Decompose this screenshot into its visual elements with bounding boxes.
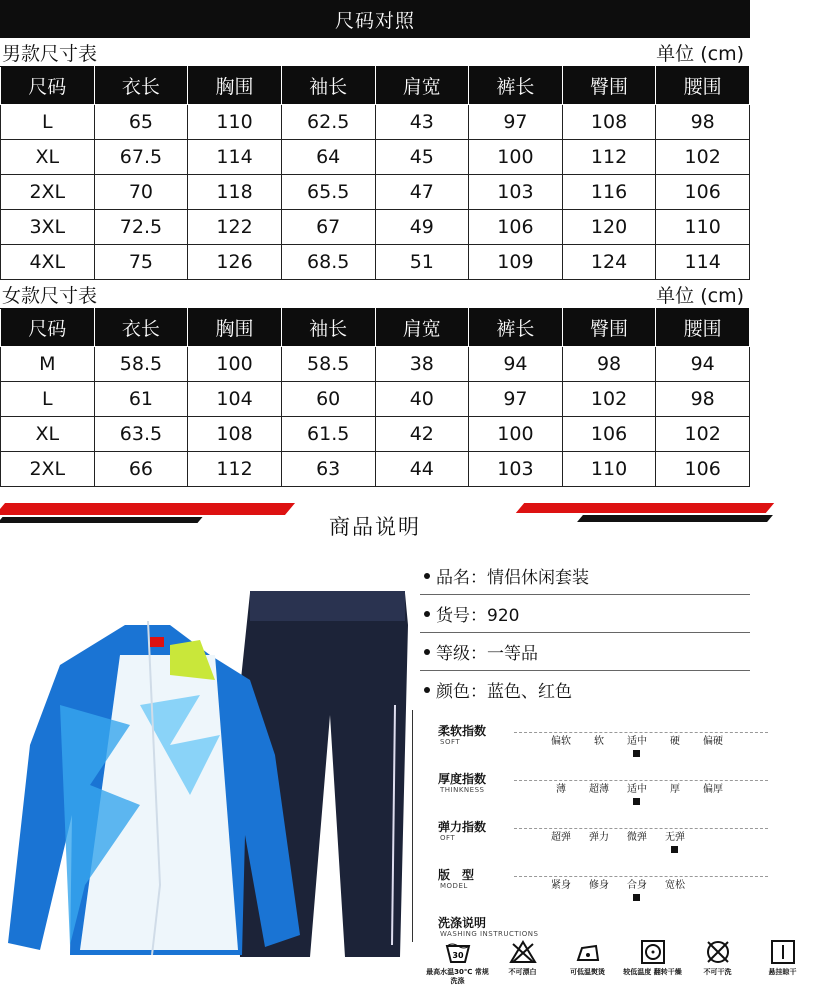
table-cell: 114 bbox=[188, 140, 282, 175]
hang-dry-icon bbox=[769, 938, 797, 966]
col-header: 尺码 bbox=[1, 309, 95, 347]
index-option: 偏厚 bbox=[703, 784, 723, 795]
table-cell: 44 bbox=[375, 452, 469, 487]
index-selected-marker bbox=[633, 750, 640, 757]
table-cell: 58.5 bbox=[94, 347, 188, 382]
table-cell: 68.5 bbox=[281, 245, 375, 280]
table-cell: 108 bbox=[562, 105, 656, 140]
table-cell: 40 bbox=[375, 382, 469, 417]
index-selected-marker bbox=[671, 846, 678, 853]
col-header: 裤长 bbox=[469, 67, 563, 105]
index-label: 柔软指数 bbox=[438, 724, 487, 738]
table-cell: 108 bbox=[188, 417, 282, 452]
low-iron-icon bbox=[574, 938, 602, 966]
col-header: 尺码 bbox=[1, 67, 95, 105]
table-cell: 38 bbox=[375, 347, 469, 382]
table-cell: 126 bbox=[188, 245, 282, 280]
info-sku: 货号：920 bbox=[420, 595, 750, 633]
table-cell: 102 bbox=[562, 382, 656, 417]
women-caption: 女款尺寸表 bbox=[2, 285, 98, 307]
col-header: 袖长 bbox=[281, 309, 375, 347]
size-chart-title-bar bbox=[0, 0, 750, 38]
table-cell: 4XL bbox=[1, 245, 95, 280]
wash-icons bbox=[425, 938, 815, 986]
table-cell: XL bbox=[1, 140, 95, 175]
table-row bbox=[1, 382, 750, 417]
index-option: 适中 bbox=[627, 784, 647, 795]
table-cell: 42 bbox=[375, 417, 469, 452]
table-cell: 61 bbox=[94, 382, 188, 417]
men-caption: 男款尺寸表 bbox=[2, 43, 98, 65]
index-option: 偏软 bbox=[551, 736, 571, 747]
men-size-table bbox=[0, 66, 750, 280]
table-cell: M bbox=[1, 347, 95, 382]
index-label: 弹力指数 bbox=[438, 820, 487, 834]
table-cell: 65.5 bbox=[281, 175, 375, 210]
table-row bbox=[1, 417, 750, 452]
index-sub: THINKNESS bbox=[440, 786, 485, 794]
women-table-header bbox=[0, 280, 750, 308]
table-cell: 58.5 bbox=[281, 347, 375, 382]
size-chart-title: 尺码对照 bbox=[334, 9, 415, 32]
wash-text: 不可干洗 bbox=[703, 968, 732, 976]
index-option: 宽松 bbox=[665, 880, 685, 891]
table-cell: L bbox=[1, 382, 95, 417]
index-option: 软 bbox=[594, 736, 604, 747]
index-option: 薄 bbox=[556, 784, 566, 795]
table-cell: 102 bbox=[656, 417, 750, 452]
table-row bbox=[1, 245, 750, 280]
table-cell: 43 bbox=[375, 105, 469, 140]
col-header: 腰围 bbox=[656, 67, 750, 105]
table-cell: 104 bbox=[188, 382, 282, 417]
section-banner bbox=[0, 499, 750, 547]
section-title: 商品说明 bbox=[329, 515, 421, 539]
col-header: 胸围 bbox=[188, 67, 282, 105]
table-cell: 100 bbox=[469, 140, 563, 175]
table-cell: 98 bbox=[562, 347, 656, 382]
table-cell: 97 bbox=[469, 105, 563, 140]
index-option: 超薄 bbox=[589, 784, 609, 795]
index-option: 无弹 bbox=[665, 832, 685, 843]
table-cell: 103 bbox=[469, 175, 563, 210]
no-dryclean-icon bbox=[704, 938, 732, 966]
table-cell: 120 bbox=[562, 210, 656, 245]
table-cell: 114 bbox=[656, 245, 750, 280]
table-cell: 67.5 bbox=[94, 140, 188, 175]
col-header: 衣长 bbox=[94, 309, 188, 347]
table-cell: 61.5 bbox=[281, 417, 375, 452]
wash-text: 较低温度 翻转干燥 bbox=[623, 968, 682, 976]
wash-text: 不可漂白 bbox=[508, 968, 537, 976]
index-row bbox=[438, 768, 750, 816]
table-cell: 67 bbox=[281, 210, 375, 245]
women-size-table bbox=[0, 308, 750, 487]
table-cell: XL bbox=[1, 417, 95, 452]
wash-text: 悬挂晾干 bbox=[768, 968, 797, 976]
product-image bbox=[0, 585, 420, 995]
table-cell: 100 bbox=[469, 417, 563, 452]
info-name: 品名：情侣休闲套装 bbox=[420, 557, 750, 595]
no-bleach-icon bbox=[509, 938, 537, 966]
table-cell: 45 bbox=[375, 140, 469, 175]
table-row bbox=[1, 175, 750, 210]
index-label: 版 型 bbox=[438, 868, 475, 882]
table-cell: 110 bbox=[188, 105, 282, 140]
index-option: 修身 bbox=[589, 880, 609, 891]
table-cell: 66 bbox=[94, 452, 188, 487]
table-cell: 63 bbox=[281, 452, 375, 487]
table-cell: 51 bbox=[375, 245, 469, 280]
table-cell: 94 bbox=[469, 347, 563, 382]
wash-30-icon bbox=[444, 938, 472, 966]
col-header: 臀围 bbox=[562, 67, 656, 105]
index-option: 偏硬 bbox=[703, 736, 723, 747]
index-row bbox=[438, 864, 750, 912]
col-header: 衣长 bbox=[94, 67, 188, 105]
index-option: 微弹 bbox=[627, 832, 647, 843]
table-row bbox=[1, 210, 750, 245]
table-cell: 116 bbox=[562, 175, 656, 210]
col-header: 肩宽 bbox=[375, 309, 469, 347]
col-header: 臀围 bbox=[562, 309, 656, 347]
col-header: 裤长 bbox=[469, 309, 563, 347]
table-cell: 118 bbox=[188, 175, 282, 210]
table-cell: 47 bbox=[375, 175, 469, 210]
wash-item bbox=[555, 938, 620, 986]
table-cell: 98 bbox=[656, 105, 750, 140]
table-cell: 106 bbox=[562, 417, 656, 452]
wash-item bbox=[425, 938, 490, 986]
wash-sub: WASHING INSTRUCTIONS bbox=[440, 930, 539, 938]
wash-item bbox=[750, 938, 815, 986]
table-row bbox=[1, 452, 750, 487]
men-table-header bbox=[0, 38, 750, 66]
table-cell: 109 bbox=[469, 245, 563, 280]
table-cell: 106 bbox=[656, 452, 750, 487]
wash-item bbox=[685, 938, 750, 986]
index-label: 厚度指数 bbox=[438, 772, 487, 786]
info-color: 颜色：蓝色、红色 bbox=[420, 671, 750, 708]
col-header: 胸围 bbox=[188, 309, 282, 347]
col-header: 肩宽 bbox=[375, 67, 469, 105]
index-option: 适中 bbox=[627, 736, 647, 747]
table-cell: 94 bbox=[656, 347, 750, 382]
col-header: 袖长 bbox=[281, 67, 375, 105]
table-cell: 103 bbox=[469, 452, 563, 487]
svg-text:30: 30 bbox=[451, 951, 464, 960]
table-cell: 122 bbox=[188, 210, 282, 245]
table-cell: 110 bbox=[562, 452, 656, 487]
tumble-dry-icon bbox=[639, 938, 667, 966]
table-cell: 2XL bbox=[1, 175, 95, 210]
table-cell: 112 bbox=[562, 140, 656, 175]
table-cell: 64 bbox=[281, 140, 375, 175]
table-cell: 3XL bbox=[1, 210, 95, 245]
wash-text: 最高水温30℃ 常规洗涤 bbox=[426, 968, 489, 985]
table-cell: 63.5 bbox=[94, 417, 188, 452]
table-row bbox=[1, 105, 750, 140]
wash-item bbox=[620, 938, 685, 986]
table-cell: 106 bbox=[656, 175, 750, 210]
index-option: 硬 bbox=[670, 736, 680, 747]
table-cell: 65 bbox=[94, 105, 188, 140]
table-row bbox=[1, 140, 750, 175]
index-selected-marker bbox=[633, 894, 640, 901]
index-option: 合身 bbox=[627, 880, 647, 891]
table-cell: 112 bbox=[188, 452, 282, 487]
index-option: 紧身 bbox=[551, 880, 571, 891]
table-cell: 70 bbox=[94, 175, 188, 210]
table-row bbox=[1, 347, 750, 382]
table-cell: 98 bbox=[656, 382, 750, 417]
product-info bbox=[420, 557, 750, 942]
table-cell: 102 bbox=[656, 140, 750, 175]
women-unit: 单位 (cm) bbox=[656, 285, 744, 307]
table-cell: 72.5 bbox=[94, 210, 188, 245]
men-unit: 单位 (cm) bbox=[656, 43, 744, 65]
index-option: 弹力 bbox=[589, 832, 609, 843]
index-row bbox=[438, 816, 750, 864]
index-selected-marker bbox=[633, 798, 640, 805]
table-cell: 2XL bbox=[1, 452, 95, 487]
index-sub: MODEL bbox=[440, 882, 468, 890]
index-sub: SOFT bbox=[440, 738, 461, 746]
info-vertical-line bbox=[412, 710, 413, 942]
table-cell: 62.5 bbox=[281, 105, 375, 140]
wash-item bbox=[490, 938, 555, 986]
wash-title: 洗涤说明 bbox=[438, 916, 487, 930]
index-sub: OFT bbox=[440, 834, 456, 842]
table-cell: L bbox=[1, 105, 95, 140]
table-cell: 97 bbox=[469, 382, 563, 417]
table-cell: 106 bbox=[469, 210, 563, 245]
index-option: 厚 bbox=[670, 784, 680, 795]
index-option: 超弹 bbox=[551, 832, 571, 843]
table-cell: 110 bbox=[656, 210, 750, 245]
table-cell: 75 bbox=[94, 245, 188, 280]
col-header: 腰围 bbox=[656, 309, 750, 347]
table-cell: 100 bbox=[188, 347, 282, 382]
wash-text: 可低温熨烫 bbox=[570, 968, 605, 976]
table-cell: 49 bbox=[375, 210, 469, 245]
index-row bbox=[438, 720, 750, 768]
info-grade: 等级：一等品 bbox=[420, 633, 750, 671]
table-cell: 124 bbox=[562, 245, 656, 280]
table-cell: 60 bbox=[281, 382, 375, 417]
